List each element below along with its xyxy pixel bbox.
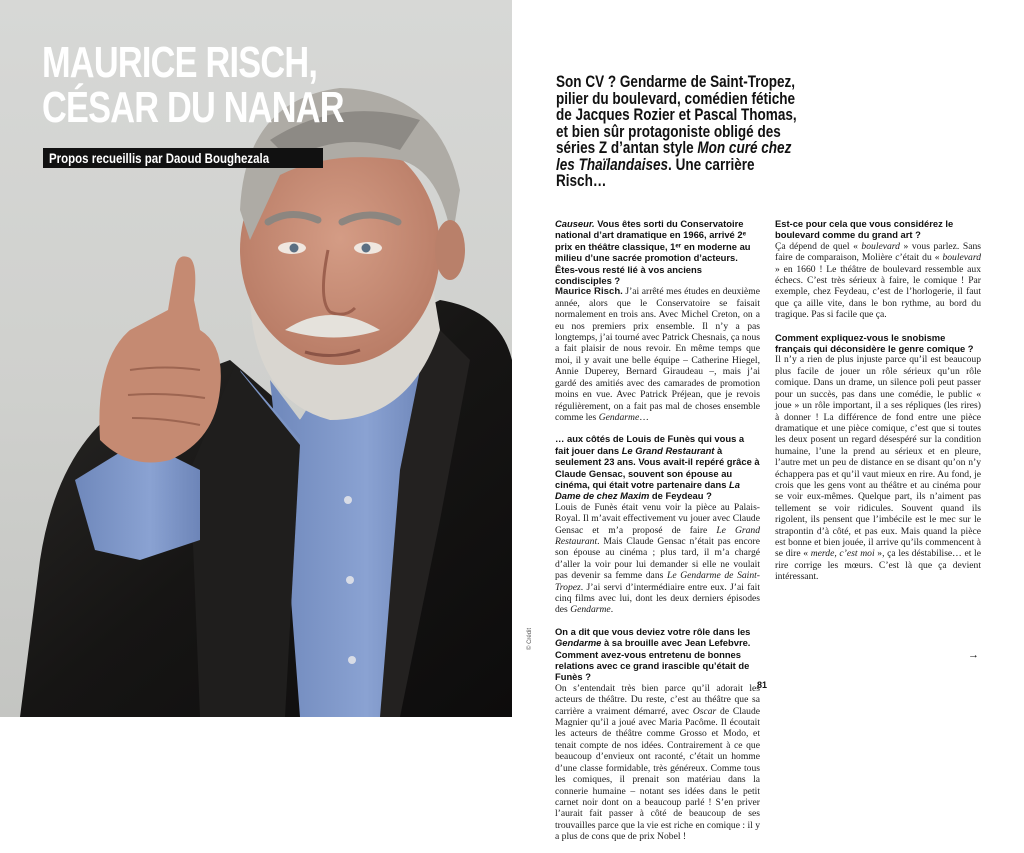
continue-arrow-icon: → bbox=[968, 649, 979, 661]
article-intro: Son CV ? Gendarme de Saint-Tropez, pilier du boulevard, comédien fétiche de Jacques Rozier et Pascal Thomas, et bien sûr protagoniste obligé des séries Z d’antan style Mon curé chez les Thaïlandaises. Une carrière Risch… bbox=[556, 73, 797, 190]
page-number: 81 bbox=[757, 680, 768, 690]
text-column-2 bbox=[775, 218, 981, 594]
article-title bbox=[42, 40, 344, 130]
title-line-1: MAURICE RISCH, bbox=[42, 38, 318, 87]
question-3: On a dit que vous deviez votre rôle dans les Gendarme à sa brouille avec Jean Lefebvre. Comment avez-vous entretenu de bonnes relations avec ce grand irascible qu’était de Funès ? bbox=[555, 625, 751, 683]
question-4: Est-ce pour cela que vous considérez le boulevard comme du grand art ? bbox=[775, 218, 954, 241]
text-column-1 bbox=[555, 218, 760, 853]
source-label: Causeur. bbox=[555, 218, 595, 229]
answer-3-start: On s’entendait très bien parce qu’il adorait les acteurs de théâtre. Du reste, c’est au théâtre que sa carrière a vraiment démarré, avec Oscar de Claude Magnier qu’il a joué avec Maria Pacôme. Il écoutait les acteurs de théâtre comme Grosso et Modo, et tenait compte de nos idées. Contrairement à ce que beaucoup d’envieux ont raconté, c’était un homme d’une classe formidable, très généreux. Comme tous les comiques, il prenait son matériau dans la connerie humaine – notant ses idées dans le petit carnet noir dont on a beaucoup parlé ! S’en priver l’aurait fait passer à côté de beaucoup de ses trouvailles parce que la vie est riche en comique : il y a plus de cons que de prix Nobel ! bbox=[555, 682, 761, 843]
answer-4: Ça dépend de quel « boulevard » vous parlez. Sans faire de comparaison, Molière c’était du « boulevard » en 1660 ! Le théâtre de boulevard ressemble aux échecs. C’est très sérieux à faire, le comique ! Par exemple, chez Feydeau, c’est de l’horlogerie, il faut que ça aille vite, dans le bon rythme, au bord du tragique. Pas si facile que ça. bbox=[775, 240, 981, 321]
question-1: Causeur. Vous êtes sorti du Conservatoire national d’art dramatique en 1966, arrivé 2ᵉ prix en théâtre classique, 1ᵉʳ en moderne au milieu d’une sacrée promotion d’acteurs. Êtes-vous resté lié à vos anciens condisciples ? bbox=[555, 218, 751, 287]
answer-2: Louis de Funès était venu voir la pièce au Palais-Royal. Il m’avait effectivement vu jouer avec Claude Gensac et m’a proposé de faire Le Grand Restaurant. Mais Claude Gensac n’était pas encore son épouse au cinéma ; plus tard, il m’a chargé d’aller la voir pour lui demander si elle ne voulait pas devenir sa femme dans Le Gendarme de Saint-Tropez. J’ai servi d’intermédiaire entre eux. J’ai fait cinq films avec lui, dont les deux derniers épisodes des Gendarme. bbox=[555, 501, 760, 616]
intro-film-title: Mon curé chez les Thaïlandaises bbox=[556, 139, 792, 174]
speaker-label: Maurice Risch. bbox=[555, 286, 623, 298]
photo-credit: © Crédit bbox=[527, 627, 533, 650]
title-line-2: CÉSAR DU NANAR bbox=[42, 83, 344, 132]
question-2: … aux côtés de Louis de Funès qui vous a fait jouer dans Le Grand Restaurant à seulement 23 ans. Vous avait-il repéré grâce à Claude Gensac, souvent son épouse au cinéma, qui était votre partenaire dans La Dame de chez Maxim de Feydeau ? bbox=[555, 433, 760, 502]
byline-text: Propos recueillis par Daoud Boughezala bbox=[49, 150, 270, 166]
byline bbox=[43, 148, 323, 168]
question-5: Comment expliquez-vous le snobisme français qui déconsidère le genre comique ? bbox=[775, 331, 974, 355]
answer-5: Il n’y a rien de plus injuste parce qu’il est beaucoup plus facile de jouer un rôle sérieux qu’un rôle comique. Dans un drame, un silence poli peut passer pour un succès, pas dans une comédie, le public « joue » un rôle important, il a ses répliques (les rires) à donner ! La différence de fond entre une pièce dramatique et une pièce comique, c’est que si toutes les deux posent un regard désespéré sur la condition humaine, l’une la prend au sérieux et en pleure, l’autre met un peu de distance en se disant qu’on n’y échappera pas et qu’il vaut mieux en rire. Au fond, je crois que les gens vont au théâtre et au cinéma pour se voir eux-mêmes. Quelque part, ils n’aiment pas tellement se voir ridicules. Souvent quand ils rigolent, ils pensent que l’imbécile est le mec sur le strapontin d’à côté, et pas eux. Mais quand la pièce est bonne et bien jouée, il arrive qu’ils commencent à se dire « merde, c’est moi », ça les déstabilise… et le rire corrige les mœurs. C’est là que ça devient intéressant. bbox=[775, 354, 981, 583]
answer-1: Maurice Risch. J’ai arrêté mes études en deuxième année, alors que le Conservatoire se faisait normalement en trois ans. Avec Michel Creton, on a eu nos premiers prix ensemble. Il n’y a pas longtemps, j’ai tourné avec Patrick Chesnais, ça nous a fait plaisir de nous revoir. En même temps que moi, il y avait une belle équipe – Catherine Hiegel, Annie Duperey, Bernard Giraudeau –, mais j’ai gardé des amitiés avec des camarades de promotion moins en vue. Avec Patrick Préjean, que je revois régulièrement, on a fait pas mal de choses ensemble comme les Gendarme… bbox=[555, 286, 760, 423]
